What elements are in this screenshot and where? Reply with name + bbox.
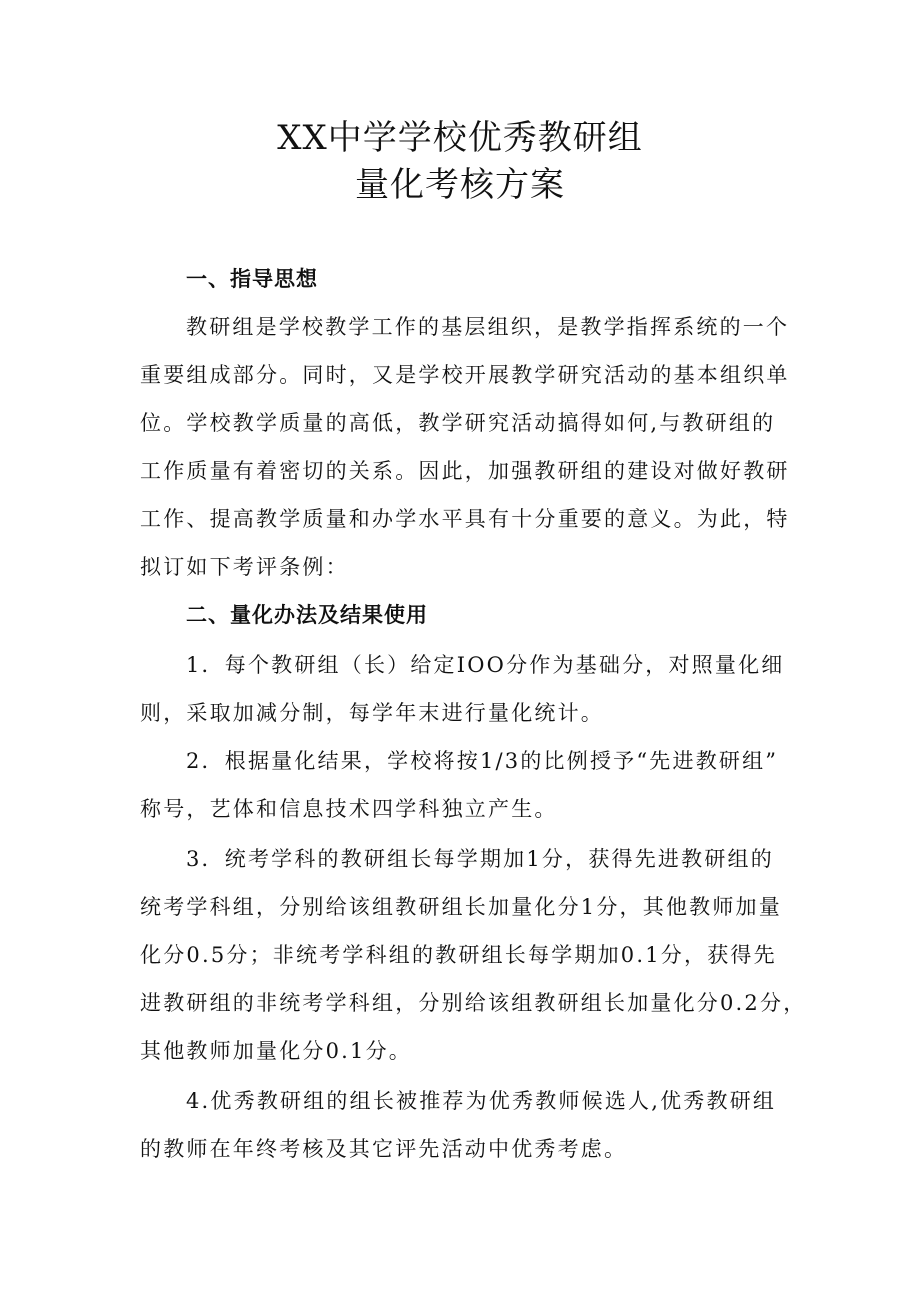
section-heading-guiding-ideology: 一、指导思想	[186, 267, 318, 291]
paragraph-line: 统考学科组，分别给该组教研组长加量化分1分，其他教师加量	[140, 895, 782, 919]
paragraph-line: 工作质量有着密切的关系。因此，加强教研组的建设对做好教研	[140, 459, 790, 483]
document-title-line-1: XX中学学校优秀教研组	[277, 118, 643, 158]
paragraph-line: 进教研组的非统考学科组，分别给该组教研组长加量化分0.2分，	[140, 991, 807, 1015]
paragraph-line: 4.优秀教研组的组长被推荐为优秀教师候选人,优秀教研组	[186, 1089, 777, 1113]
paragraph-line: 的教师在年终考核及其它评先活动中优秀考虑。	[140, 1137, 628, 1161]
paragraph-line: 2．根据量化结果，学校将按1/3的比例授予“先进教研组”	[186, 749, 779, 773]
paragraph-line: 3．统考学科的教研组长每学期加1分，获得先进教研组的	[186, 847, 774, 871]
paragraph-line: 工作、提高教学质量和办学水平具有十分重要的意义。为此，特	[140, 507, 790, 531]
paragraph-line: 则，采取加减分制，每学年末进行量化统计。	[140, 701, 604, 725]
paragraph-line: 称号，艺体和信息技术四学科独立产生。	[140, 797, 558, 821]
paragraph-line: 化分0.5分；非统考学科组的教研组长每学期加0.1分，获得先	[140, 943, 777, 967]
paragraph-line: 其他教师加量化分0.1分。	[140, 1039, 412, 1063]
paragraph-line: 位。学校教学质量的高低，教学研究活动搞得如何,与教研组的	[140, 411, 776, 435]
paragraph-line: 1．每个教研组（长）给定IOO分作为基础分，对照量化细	[186, 653, 785, 677]
paragraph-line: 拟订如下考评条例：	[140, 555, 349, 579]
paragraph-line: 教研组是学校教学工作的基层组织，是教学指挥系统的一个	[186, 315, 790, 339]
section-heading-quantification-method: 二、量化办法及结果使用	[186, 603, 428, 627]
paragraph-line: 重要组成部分。同时，又是学校开展教学研究活动的基本组织单	[140, 363, 790, 387]
document-title-line-2: 量化考核方案	[355, 165, 565, 205]
